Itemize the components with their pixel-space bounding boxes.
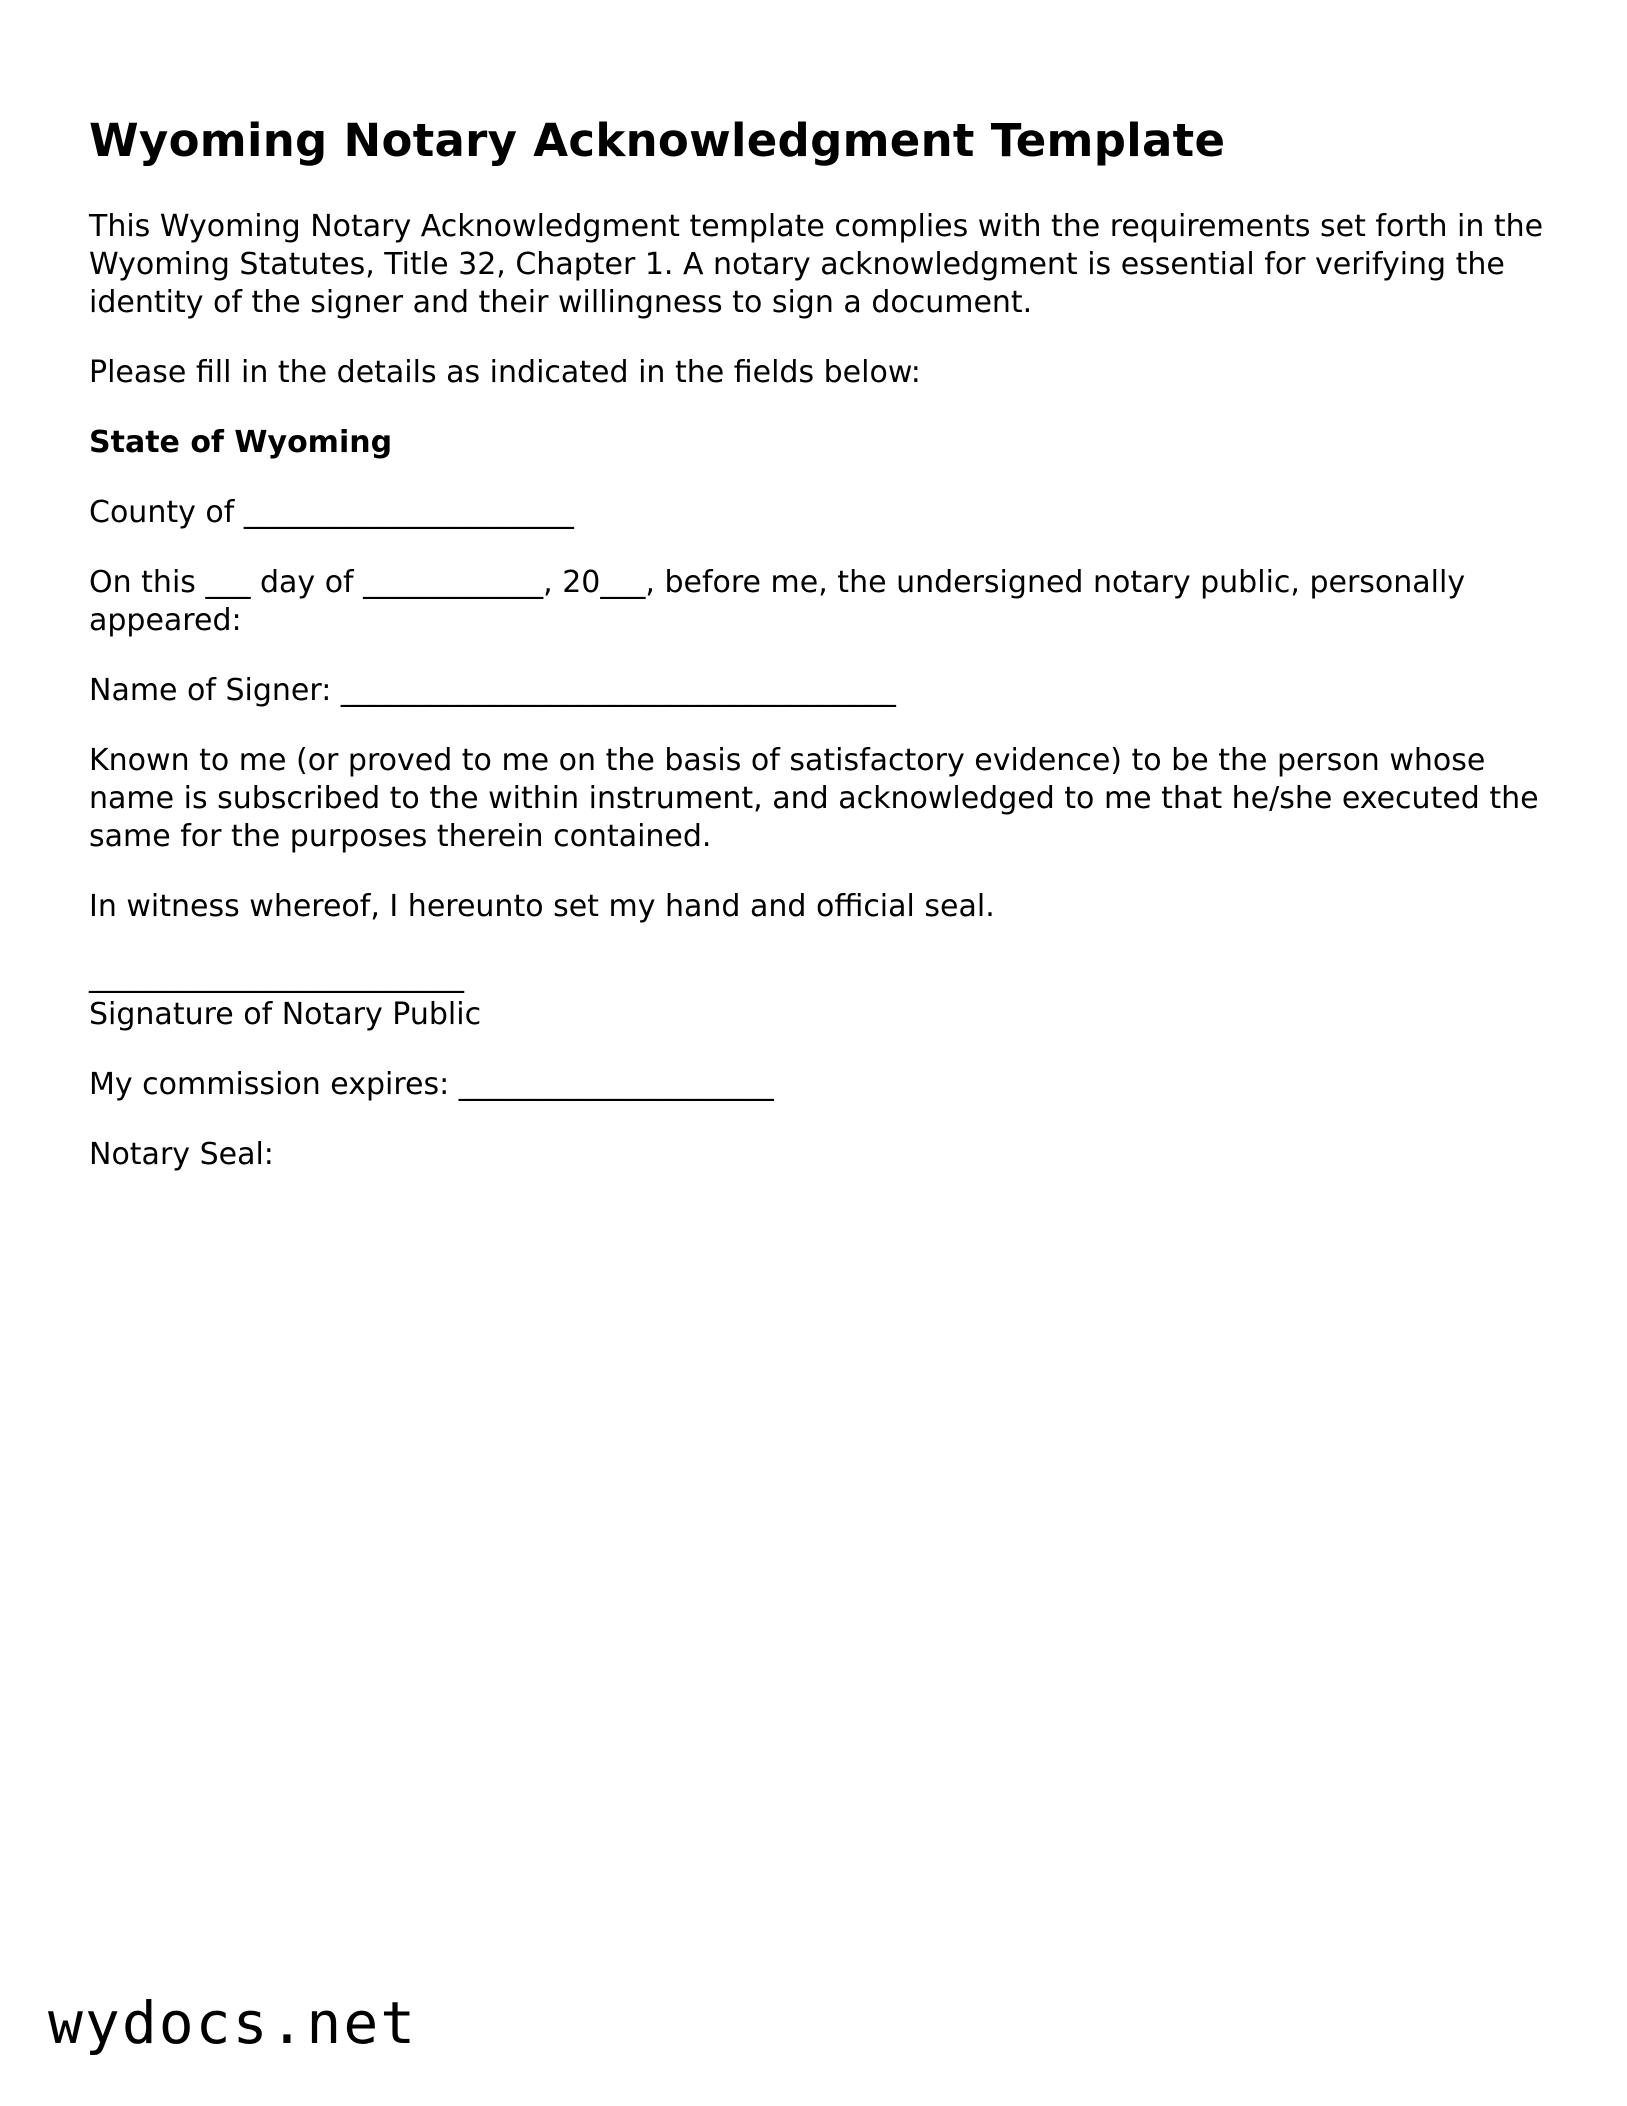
notary-seal-label: Notary Seal: bbox=[89, 1137, 274, 1172]
site-watermark: wydocs.net bbox=[48, 1989, 418, 2057]
signer-name-field: Name of Signer: _____________________________________ bbox=[89, 673, 896, 708]
county-field: County of ______________________ bbox=[89, 495, 574, 530]
witness-paragraph: In witness whereof, I hereunto set my hand and official seal. bbox=[89, 889, 995, 924]
date-field: On this ___ day of ____________, 20___, before me, the undersigned notary public, personally appeared: bbox=[89, 565, 1466, 638]
document-title: Wyoming Notary Acknowledgment Template bbox=[89, 114, 1226, 167]
state-heading: State of Wyoming bbox=[89, 425, 393, 460]
document-page bbox=[89, 112, 1549, 1206]
intro-paragraph: This Wyoming Notary Acknowledgment template complies with the requirements set forth in the Wyoming Statutes, Title 32, Chapter 1. A notary acknowledgment is essential for verifying the identity of the signer and their willingness to sign a document. bbox=[89, 209, 1544, 320]
signature-label: Signature of Notary Public bbox=[89, 997, 482, 1032]
known-paragraph: Known to me (or proved to me on the basis of satisfactory evidence) to be the person whose name is subscribed to the within instrument, and acknowledged to me that he/she executed the same for the purposes therein contained. bbox=[89, 743, 1539, 854]
notary-signature-block bbox=[89, 958, 1549, 1034]
commission-expires-field: My commission expires: _____________________ bbox=[89, 1067, 774, 1102]
instructions-paragraph: Please fill in the details as indicated in the fields below: bbox=[89, 355, 921, 390]
signature-blank-line: _________________________ bbox=[89, 959, 464, 994]
